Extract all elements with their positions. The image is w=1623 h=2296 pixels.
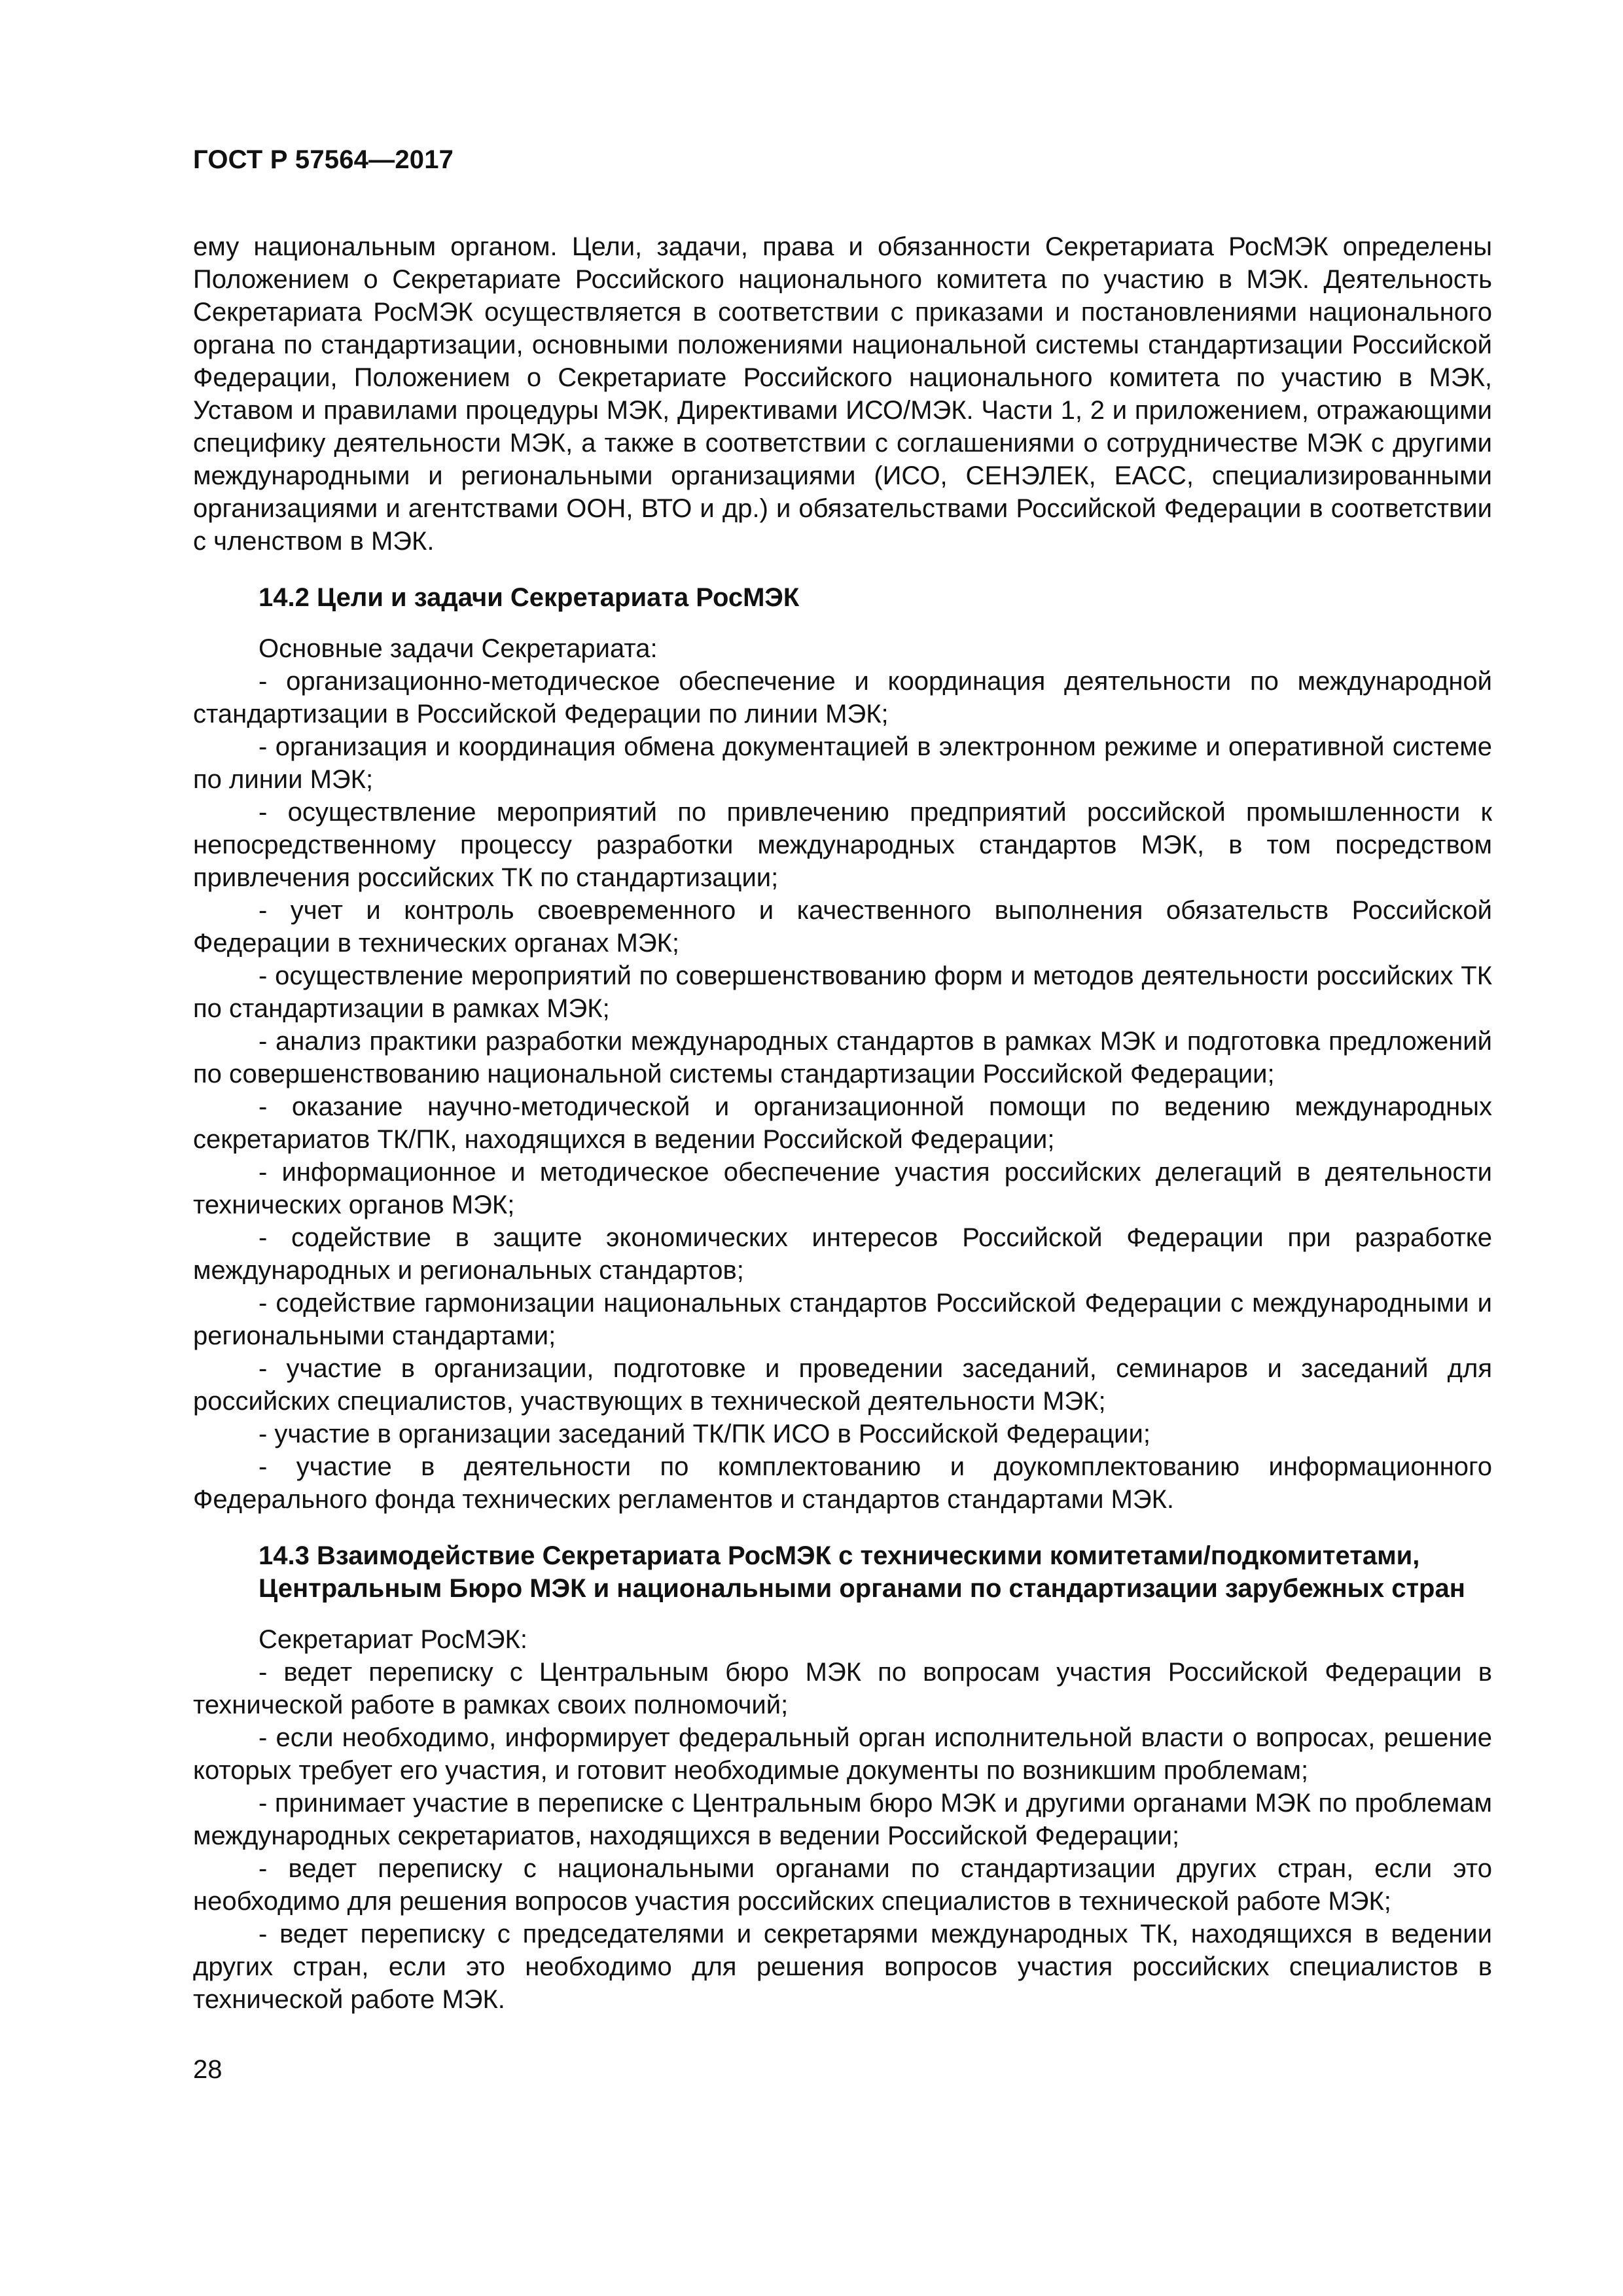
list-item: - анализ практики разработки международных стандартов в рамках МЭК и подготовка предложений по совершенствованию национальной системы стандартизации Российской Федерации; xyxy=(193,1027,1492,1088)
list-item: - осуществление мероприятий по совершенствованию форм и методов деятельности российских ТК по стандартизации в рамках МЭК; xyxy=(193,961,1492,1023)
list-item: - содействие в защите экономических интересов Российской Федерации при разработке международных и региональных стандартов; xyxy=(193,1223,1492,1285)
section-14-2 xyxy=(193,581,1492,1516)
list-item: - осуществление мероприятий по привлечению предприятий российской промышленности к непосредственному процессу разработки международных стандартов МЭК, в том посредством привлечения российских ТК по стандартизации; xyxy=(193,798,1492,892)
list-item: - информационное и методическое обеспечение участия российских делегаций в деятельности технических органов МЭК; xyxy=(193,1158,1492,1219)
list-item: - участие в деятельности по комплектованию и доукомплектованию информационного Федерального фонда технических регламентов и стандартов стандартами МЭК. xyxy=(193,1452,1492,1514)
list-item: - организационно-методическое обеспечение и координация деятельности по международной стандартизации в Российской Федерации по линии МЭК; xyxy=(193,667,1492,728)
section-heading: 14.3 Взаимодействие Секретариата РосМЭК с техническими комитетами/подкомитетами, Центральным Бюро МЭК и национальными органами по стандартизации зарубежных стран xyxy=(259,1541,1465,1603)
list-item: - участие в организации, подготовке и проведении заседаний, семинаров и заседаний для российских специалистов, участвующих в технической деятельности МЭК; xyxy=(193,1354,1492,1416)
intro-paragraph: ему национальным органом. Цели, задачи, права и обязанности Секретариата РосМЭК определены Положением о Секретариате Российского национального комитета по участию в МЭК. Деятельность Секретариата РосМЭК осуществляется в соответствии с приказами и постановлениями национального органа по стандартизации, основными положениями национальной системы стандартизации Российской Федерации, Положением о Секретариате Российского национального комитета по участию в МЭК, Уставом и правилами процедуры МЭК, Директивами ИСО/МЭК. Части 1, 2 и приложением, отражающими специфику деятельности МЭК, а также в соответствии с соглашениями о сотрудничестве МЭК с другими международными и региональными организациями (ИСО, СЕНЭЛЕК, ЕАСС, специализированными организациями и агентствами ООН, ВТО и др.) и обязательствами Российской Федерации в соответствии с членством в МЭК. xyxy=(193,232,1492,556)
list-item: - участие в организации заседаний ТК/ПК ИСО в Российской Федерации; xyxy=(259,1420,1150,1448)
section-lead: Основные задачи Секретариата: xyxy=(259,634,658,663)
list-item: - ведет переписку с председателями и секретарями международных ТК, находящихся в ведении других стран, если это необходимо для решения вопросов участия российских специалистов в технической работе МЭК. xyxy=(193,1920,1492,2014)
section-14-3 xyxy=(193,1539,1492,2016)
section-lead: Секретариат РосМЭК: xyxy=(259,1625,527,1654)
page-number: 28 xyxy=(193,2055,223,2084)
list-item: - ведет переписку с Центральным бюро МЭК по вопросам участия Российской Федерации в технической работе в рамках своих полномочий; xyxy=(193,1658,1492,1719)
list-item: - оказание научно-методической и организационной помощи по ведению международных секретариатов ТК/ПК, находящихся в ведении Российской Федерации; xyxy=(193,1092,1492,1154)
list-item: - если необходимо, информирует федеральный орган исполнительной власти о вопросах, решение которых требует его участия, и готовит необходимые документы по возникшим проблемам; xyxy=(193,1723,1492,1785)
list-item: - содействие гармонизации национальных стандартов Российской Федерации с международными и региональными стандартами; xyxy=(193,1289,1492,1350)
document-page xyxy=(193,144,1492,2016)
task-list xyxy=(193,665,1492,1516)
list-item: - принимает участие в переписке с Центральным бюро МЭК и другими органами МЭК по проблемам международных секретариатов, находящихся в ведении Российской Федерации; xyxy=(193,1789,1492,1850)
section-heading: 14.2 Цели и задачи Секретариата РосМЭК xyxy=(259,583,800,612)
list-item: - организация и координация обмена документацией в электронном режиме и оперативной системе по линии МЭК; xyxy=(193,732,1492,794)
list-item: - учет и контроль своевременного и качественного выполнения обязательств Российской Федерации в технических органах МЭК; xyxy=(193,896,1492,958)
document-code-header: ГОСТ Р 57564—2017 xyxy=(193,145,454,174)
list-item: - ведет переписку с национальными органами по стандартизации других стран, если это необходимо для решения вопросов участия российских специалистов в технической работе МЭК; xyxy=(193,1854,1492,1916)
duties-list xyxy=(193,1656,1492,2016)
